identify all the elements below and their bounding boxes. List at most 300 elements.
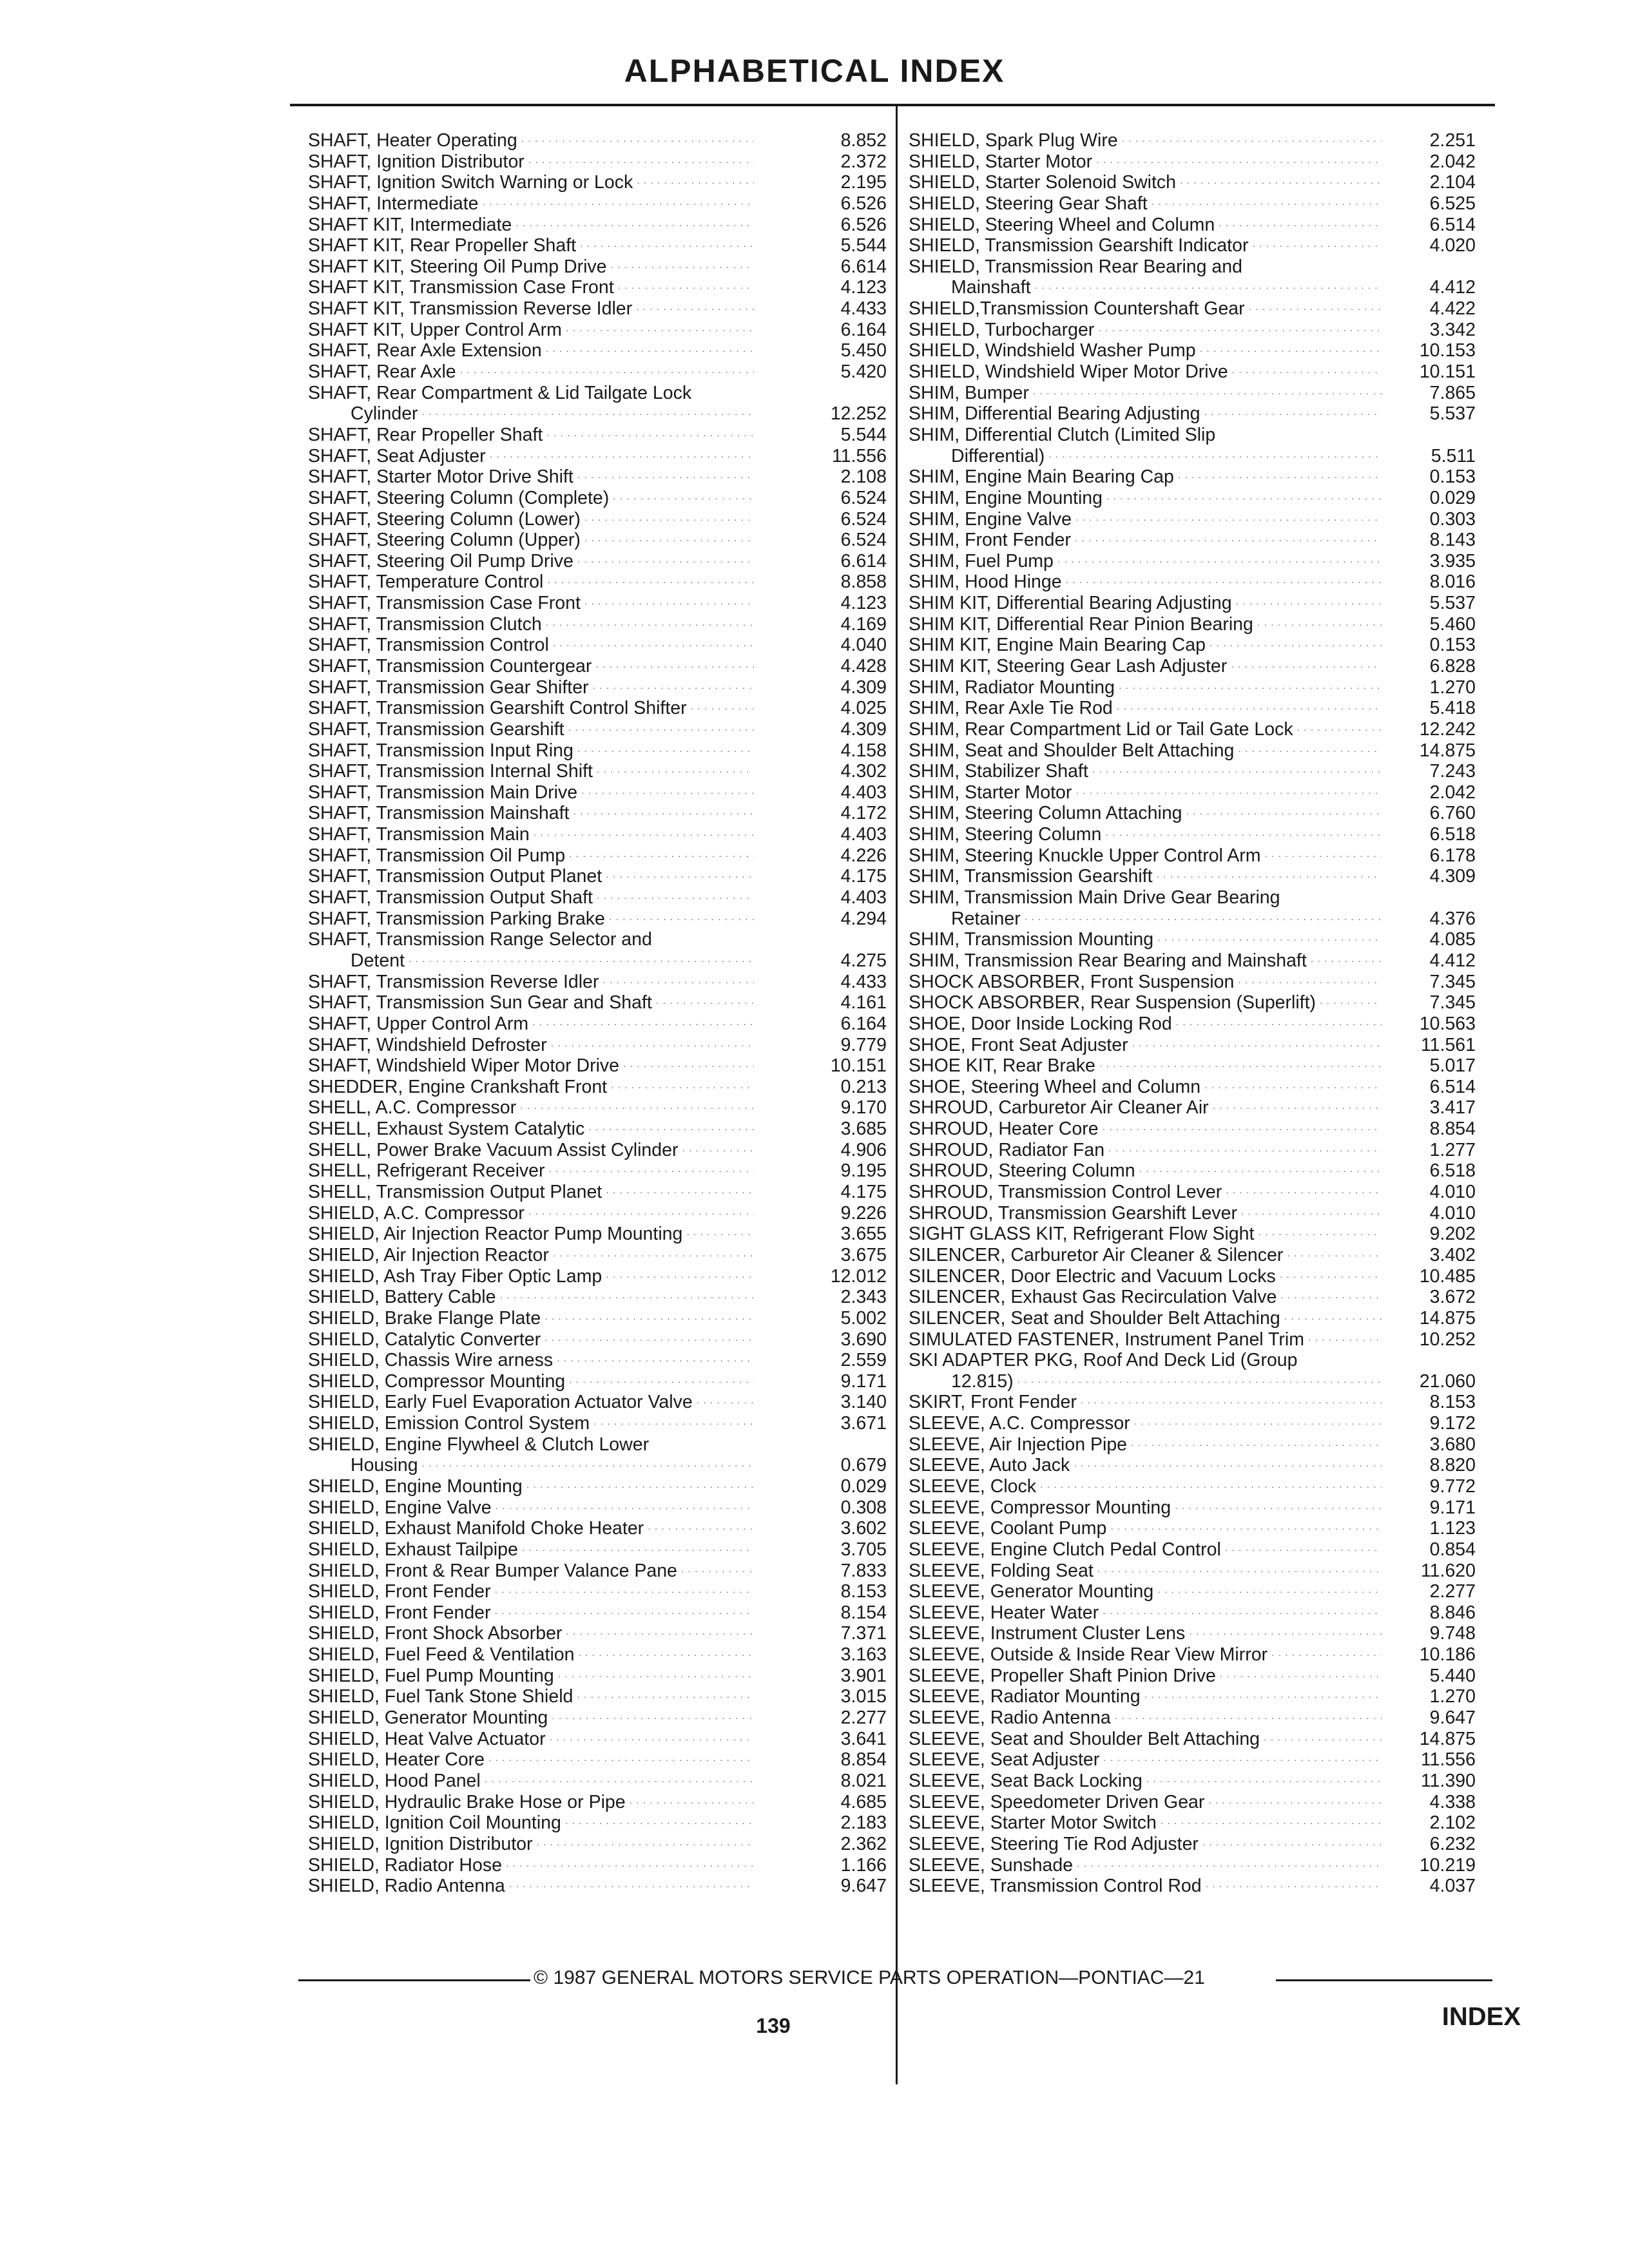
index-entry-reference: 4.309 bbox=[1429, 866, 1476, 887]
leader-dots bbox=[1200, 338, 1382, 361]
leader-dots bbox=[1092, 758, 1382, 782]
index-entry bbox=[308, 1876, 888, 1897]
index-entry-reference: 10.151 bbox=[1419, 361, 1476, 383]
leader-dots bbox=[546, 422, 754, 446]
index-entry-name: SHROUD, Radiator Fan bbox=[909, 1139, 1105, 1160]
leader-dots bbox=[1249, 296, 1382, 320]
index-entry-name: SHIELD, Fuel Feed & Ventilation bbox=[308, 1644, 575, 1666]
index-entry-name: SHIELD, Heater Core bbox=[308, 1749, 485, 1771]
leader-dots bbox=[1099, 1053, 1382, 1077]
index-entry-reference: 5.440 bbox=[1429, 1665, 1476, 1686]
leader-dots bbox=[1210, 632, 1382, 656]
index-entry-name: SLEEVE, A.C. Compressor bbox=[909, 1413, 1130, 1434]
index-entry bbox=[308, 1035, 888, 1056]
leader-dots bbox=[593, 675, 754, 698]
leader-dots bbox=[566, 1620, 754, 1644]
index-entry-name: SHAFT, Transmission Gearshift Control Shifter bbox=[308, 698, 687, 719]
index-entry bbox=[909, 824, 1476, 845]
index-entry-reference: 8.846 bbox=[1429, 1602, 1476, 1623]
index-entry bbox=[909, 235, 1476, 256]
index-entry-reference: 4.403 bbox=[840, 824, 887, 845]
index-entry-name: SHAFT, Transmission Gearshift bbox=[308, 718, 564, 740]
index-entry-name: SHIELD, Radiator Hose bbox=[308, 1854, 502, 1876]
leader-dots bbox=[1238, 738, 1382, 762]
leader-dots bbox=[1040, 1474, 1382, 1497]
index-entry-reference: 9.195 bbox=[840, 1160, 887, 1182]
index-entry-reference: 9.171 bbox=[840, 1370, 887, 1392]
index-entry-name: SLEEVE, Seat Back Locking bbox=[909, 1770, 1142, 1791]
leader-dots bbox=[1103, 1600, 1382, 1624]
leader-dots bbox=[1241, 1200, 1382, 1224]
leader-dots bbox=[536, 1831, 754, 1855]
index-entry-name: SHELL, Transmission Output Planet bbox=[308, 1182, 602, 1203]
index-entry bbox=[909, 340, 1476, 361]
leader-dots bbox=[547, 569, 754, 593]
index-entry-reference: 4.433 bbox=[840, 971, 887, 992]
leader-dots bbox=[422, 401, 754, 425]
index-entry-reference: 21.060 bbox=[1419, 1370, 1476, 1392]
leader-dots bbox=[606, 1179, 754, 1203]
leader-dots bbox=[1146, 1768, 1382, 1792]
index-entry-name: SIGHT GLASS KIT, Refrigerant Flow Sight bbox=[909, 1224, 1255, 1245]
index-entry bbox=[909, 635, 1476, 656]
index-entry-reference: 12.012 bbox=[830, 1265, 887, 1287]
index-entry-reference: 10.485 bbox=[1419, 1265, 1476, 1287]
index-entry-reference: 9.202 bbox=[1429, 1224, 1476, 1245]
index-entry-name: SLEEVE, Compressor Mounting bbox=[909, 1497, 1171, 1518]
index-entry-name: SHIELD, Air Injection Reactor Pump Mounting bbox=[308, 1224, 683, 1245]
leader-dots bbox=[584, 590, 754, 614]
index-entry bbox=[308, 1245, 888, 1266]
leader-dots bbox=[1257, 611, 1382, 635]
index-entry-name: SHAFT, Transmission Main Drive bbox=[308, 782, 578, 803]
index-entry-reference: 5.544 bbox=[840, 424, 887, 445]
leader-dots bbox=[1297, 716, 1382, 740]
leader-dots bbox=[1132, 1032, 1382, 1056]
index-entry-reference: 2.042 bbox=[1429, 782, 1476, 803]
leader-dots bbox=[495, 1579, 754, 1602]
index-entry-name: SHAFT KIT, Intermediate bbox=[308, 214, 512, 235]
leader-dots bbox=[552, 1705, 754, 1729]
leader-dots bbox=[1180, 169, 1382, 193]
index-entry-reference: 3.671 bbox=[840, 1413, 887, 1434]
index-entry-reference: 0.153 bbox=[1429, 635, 1476, 656]
index-entry-reference: 3.163 bbox=[840, 1644, 887, 1666]
leader-dots bbox=[630, 1789, 754, 1813]
leader-dots bbox=[1225, 1537, 1382, 1561]
leader-dots bbox=[551, 1032, 754, 1056]
index-entry-reference: 1.123 bbox=[1429, 1518, 1476, 1539]
index-entry-name: SHAFT, Transmission Gear Shifter bbox=[308, 677, 589, 698]
index-entry-name: SHAFT, Steering Column (Upper) bbox=[308, 530, 581, 551]
index-entry bbox=[909, 1266, 1476, 1287]
index-entry-reference: 12.252 bbox=[830, 403, 887, 425]
index-entry bbox=[909, 1287, 1476, 1308]
index-entry bbox=[308, 887, 888, 908]
index-entry-name: Housing bbox=[351, 1455, 418, 1476]
index-entry-reference: 5.511 bbox=[1431, 445, 1476, 466]
index-entry bbox=[909, 383, 1476, 404]
index-entry bbox=[909, 1644, 1476, 1666]
leader-dots bbox=[1057, 548, 1382, 572]
index-entry-name: SHIELD, Transmission Gearshift Indicator bbox=[909, 235, 1249, 256]
leader-dots bbox=[1236, 590, 1382, 614]
leader-dots bbox=[577, 548, 754, 572]
index-entry-name: SKIRT, Front Fender bbox=[909, 1392, 1077, 1413]
index-entry-name: SILENCER, Seat and Shoulder Belt Attaching bbox=[909, 1307, 1280, 1329]
leader-dots bbox=[1231, 653, 1382, 677]
leader-dots bbox=[534, 822, 754, 845]
index-entry-reference: 4.158 bbox=[840, 740, 887, 761]
index-entry bbox=[909, 1245, 1476, 1266]
index-entry bbox=[909, 593, 1476, 614]
index-entry-name: SHIELD, Windshield Wiper Motor Drive bbox=[909, 361, 1228, 383]
index-entry-name: SHIELD, A.C. Compressor bbox=[308, 1202, 525, 1224]
leader-dots bbox=[483, 191, 754, 215]
index-entry-reference: 0.679 bbox=[840, 1455, 887, 1476]
leader-dots bbox=[1161, 1810, 1382, 1834]
index-entry bbox=[909, 1224, 1476, 1245]
index-entry bbox=[308, 677, 888, 698]
index-entry bbox=[909, 866, 1476, 887]
index-entry-name: Cylinder bbox=[351, 403, 418, 425]
index-entry-reference: 2.277 bbox=[1429, 1581, 1476, 1602]
leader-dots bbox=[1117, 695, 1382, 719]
index-entry-name: SHAFT, Rear Propeller Shaft bbox=[308, 424, 543, 445]
leader-dots bbox=[1144, 1684, 1382, 1707]
index-entry-name: SHELL, Exhaust System Catalytic bbox=[308, 1119, 585, 1140]
leader-dots bbox=[1103, 1116, 1382, 1140]
leader-dots bbox=[1280, 1284, 1382, 1308]
index-entry-name: SHIM, Front Fender bbox=[909, 530, 1071, 551]
index-entry-reference: 3.672 bbox=[1429, 1287, 1476, 1308]
index-entry-reference: 4.226 bbox=[840, 845, 887, 866]
index-entry-name: SHOE KIT, Rear Brake bbox=[909, 1055, 1095, 1077]
index-entry-reference: 2.183 bbox=[840, 1812, 887, 1834]
leader-dots bbox=[1066, 569, 1382, 593]
index-entry-name: SHIM KIT, Differential Bearing Adjusting bbox=[909, 593, 1232, 614]
leader-dots bbox=[1238, 969, 1382, 993]
index-entry-reference: 10.563 bbox=[1419, 1013, 1476, 1034]
index-entry-reference: 10.252 bbox=[1419, 1329, 1476, 1350]
leader-dots bbox=[1110, 1515, 1382, 1539]
index-entry-name: SHIM KIT, Steering Gear Lash Adjuster bbox=[909, 656, 1228, 677]
index-entry-reference: 5.537 bbox=[1429, 403, 1476, 425]
index-entry bbox=[909, 1518, 1476, 1539]
index-entry-reference: 9.170 bbox=[840, 1097, 887, 1119]
index-entry-name: SHIM, Radiator Mounting bbox=[909, 677, 1115, 698]
leader-dots bbox=[1025, 906, 1382, 930]
index-entry-reference: 6.518 bbox=[1429, 1160, 1476, 1182]
index-entry-name: SHIM, Hood Hinge bbox=[909, 572, 1062, 593]
leader-dots bbox=[553, 1242, 754, 1266]
leader-dots bbox=[1204, 1074, 1382, 1098]
index-entry bbox=[909, 1055, 1476, 1077]
index-entry-name: SHAFT, Rear Axle Extension bbox=[308, 340, 542, 361]
footer-copyright: © 1987 GENERAL MOTORS SERVICE PARTS OPERATION—PONTIAC—21 bbox=[534, 1967, 1205, 1988]
index-entry-reference: 8.858 bbox=[840, 572, 887, 593]
index-entry bbox=[308, 256, 888, 278]
index-entry-name: SHIELD, Radio Antenna bbox=[308, 1876, 505, 1897]
leader-dots bbox=[1035, 274, 1382, 298]
index-entry-reference: 4.433 bbox=[840, 298, 887, 320]
index-entry-name: SHIM, Bumper bbox=[909, 382, 1029, 403]
leader-dots bbox=[528, 1200, 754, 1224]
index-entry-name: SHAFT, Transmission Range Selector and bbox=[308, 929, 652, 950]
index-entry-name: SHIM, Seat and Shoulder Belt Attaching bbox=[909, 740, 1235, 761]
index-entry bbox=[308, 151, 888, 173]
index-entry-name: SHIELD, Front & Rear Bumper Valance Pane bbox=[308, 1560, 677, 1581]
index-entry-reference: 8.852 bbox=[840, 130, 887, 151]
index-entry-name: SHAFT, Transmission Control bbox=[308, 635, 549, 656]
index-entry-name: SHIELD, Catalytic Converter bbox=[308, 1329, 541, 1350]
index-entry-name: SHIELD, Generator Mounting bbox=[308, 1707, 548, 1729]
index-entry-name: SHIM KIT, Differential Rear Pinion Bearing bbox=[909, 613, 1253, 635]
index-entry-name: SHIM, Engine Valve bbox=[909, 508, 1072, 530]
index-entry-reference: 4.161 bbox=[840, 992, 887, 1014]
index-entry-reference: 11.556 bbox=[1420, 1749, 1476, 1771]
leader-dots bbox=[550, 1726, 754, 1750]
index-entry-reference: 4.309 bbox=[840, 718, 887, 740]
index-entry-reference: 2.372 bbox=[840, 151, 887, 172]
index-entry bbox=[909, 1203, 1476, 1224]
leader-dots bbox=[1157, 1579, 1382, 1602]
index-entry-reference: 2.108 bbox=[840, 466, 887, 488]
leader-dots bbox=[584, 527, 754, 551]
leader-dots bbox=[422, 1452, 754, 1476]
index-entry-reference: 2.343 bbox=[840, 1287, 887, 1308]
leader-dots bbox=[1202, 1831, 1382, 1855]
index-entry-name: SLEEVE, Instrument Cluster Lens bbox=[909, 1623, 1186, 1644]
index-entry-reference: 10.219 bbox=[1419, 1854, 1476, 1876]
index-entry-name: 12.815) bbox=[951, 1370, 1014, 1392]
index-entry-name: SLEEVE, Radio Antenna bbox=[909, 1707, 1111, 1729]
index-entry-reference: 2.102 bbox=[1429, 1812, 1476, 1834]
index-entry-name: SHIELD, Starter Solenoid Switch bbox=[909, 172, 1177, 193]
index-entry-reference: 5.420 bbox=[840, 361, 887, 383]
index-entry-reference: 4.085 bbox=[1429, 929, 1476, 950]
index-entry-reference: 4.169 bbox=[840, 613, 887, 635]
leader-dots bbox=[1097, 1558, 1382, 1582]
leader-dots bbox=[1122, 128, 1382, 151]
index-entry-name: SHROUD, Steering Column bbox=[909, 1160, 1135, 1182]
leader-dots bbox=[611, 1074, 754, 1098]
leader-dots bbox=[623, 1053, 754, 1077]
leader-dots bbox=[546, 338, 754, 361]
leader-dots bbox=[1186, 800, 1382, 824]
index-entry-name: SHIELD, Windshield Washer Pump bbox=[909, 340, 1196, 361]
index-entry-name: SHIELD, Ash Tray Fiber Optic Lamp bbox=[308, 1265, 602, 1287]
leader-dots bbox=[1115, 1705, 1382, 1729]
index-entry-reference: 7.865 bbox=[1429, 382, 1476, 403]
index-entry-name: SHAFT, Ignition Distributor bbox=[308, 151, 525, 172]
index-entry-reference: 6.164 bbox=[840, 319, 887, 340]
leader-dots bbox=[593, 1410, 754, 1434]
index-entry-name: SHAFT, Transmission Oil Pump bbox=[308, 845, 566, 866]
leader-dots bbox=[691, 695, 754, 719]
index-entry-name: SHIELD, Fuel Pump Mounting bbox=[308, 1665, 554, 1686]
index-entry-reference: 1.270 bbox=[1429, 677, 1476, 698]
leader-dots bbox=[1033, 380, 1382, 404]
leader-dots bbox=[1098, 317, 1382, 341]
index-entry-reference: 3.685 bbox=[840, 1119, 887, 1140]
leader-dots bbox=[1271, 1642, 1382, 1666]
leader-dots bbox=[1208, 1789, 1382, 1813]
index-entry-name: Retainer bbox=[951, 908, 1021, 929]
index-entry-name: SHIM, Transmission Mounting bbox=[909, 929, 1154, 950]
footer-rule-left bbox=[298, 1979, 530, 1981]
index-entry-name: SHAFT, Upper Control Arm bbox=[308, 1013, 529, 1034]
index-entry-name: SHAFT, Transmission Countergear bbox=[308, 656, 592, 677]
leader-dots bbox=[1308, 1327, 1382, 1350]
footer-rule-right bbox=[1276, 1979, 1492, 1981]
index-entry bbox=[909, 1160, 1476, 1182]
leader-dots bbox=[597, 758, 754, 782]
index-entry-reference: 8.820 bbox=[1429, 1455, 1476, 1476]
index-entry-name: SHIM, Transmission Main Drive Gear Bearing bbox=[909, 887, 1280, 908]
index-entry-name: SHIM, Steering Knuckle Upper Control Arm bbox=[909, 845, 1261, 866]
index-entry-reference: 4.338 bbox=[1429, 1791, 1476, 1812]
index-entry-name: SHIM, Differential Bearing Adjusting bbox=[909, 403, 1200, 425]
leader-dots bbox=[1226, 1179, 1382, 1203]
leader-dots bbox=[681, 1558, 754, 1582]
index-entry-reference: 4.309 bbox=[840, 677, 887, 698]
leader-dots bbox=[580, 233, 754, 256]
index-entry-reference: 0.303 bbox=[1429, 508, 1476, 530]
index-entry-reference: 3.935 bbox=[1429, 550, 1476, 572]
page-number: 139 bbox=[756, 2014, 791, 2037]
index-entry-reference: 11.556 bbox=[831, 445, 887, 466]
index-entry-reference: 9.647 bbox=[840, 1876, 887, 1897]
leader-dots bbox=[697, 1389, 754, 1413]
index-entry-reference: 4.412 bbox=[1429, 950, 1476, 971]
index-entry-reference: 9.772 bbox=[1429, 1475, 1476, 1497]
index-entry-name: SHIM, Rear Axle Tie Rod bbox=[909, 698, 1113, 719]
index-entry-reference: 7.345 bbox=[1429, 992, 1476, 1014]
index-entry-name: SLEEVE, Propeller Shaft Pinion Drive bbox=[909, 1665, 1216, 1686]
leader-dots bbox=[506, 1852, 754, 1876]
index-entry-reference: 0.308 bbox=[840, 1497, 887, 1518]
index-entry-name: SHIELD, Ignition Distributor bbox=[308, 1833, 533, 1854]
leader-dots bbox=[569, 843, 754, 867]
leader-dots bbox=[526, 1474, 754, 1497]
leader-dots bbox=[1157, 863, 1382, 887]
index-entry bbox=[909, 1707, 1476, 1729]
index-entry-name: SHIELD, Battery Cable bbox=[308, 1287, 496, 1308]
index-entry-name: SLEEVE, Starter Motor Switch bbox=[909, 1812, 1157, 1834]
index-entry-name: SHAFT, Transmission Case Front bbox=[308, 593, 581, 614]
index-entry-name: SHIM, Engine Mounting bbox=[909, 487, 1103, 508]
index-entry-name: SHIELD, Exhaust Tailpipe bbox=[308, 1539, 518, 1560]
index-entry-reference: 4.175 bbox=[840, 866, 887, 887]
index-entry-reference: 8.016 bbox=[1429, 572, 1476, 593]
index-entry-name: SHROUD, Transmission Gearshift Lever bbox=[909, 1202, 1237, 1224]
index-entry-reference: 6.514 bbox=[1429, 1076, 1476, 1097]
index-entry-name: SHAFT, Steering Column (Complete) bbox=[308, 487, 610, 508]
index-entry-reference: 3.901 bbox=[840, 1665, 887, 1686]
index-entry bbox=[909, 1329, 1476, 1350]
index-entry bbox=[308, 950, 888, 972]
index-entry-reference: 4.403 bbox=[840, 782, 887, 803]
index-entry-name: SHAFT, Heater Operating bbox=[308, 130, 517, 151]
index-entry-reference: 4.010 bbox=[1429, 1182, 1476, 1203]
leader-dots bbox=[595, 653, 754, 677]
index-entry-name: SHIM, Starter Motor bbox=[909, 782, 1072, 803]
index-entry-reference: 6.524 bbox=[840, 508, 887, 530]
index-entry-name: SHOCK ABSORBER, Front Suspension bbox=[909, 971, 1235, 992]
index-entry-name: SLEEVE, Sunshade bbox=[909, 1854, 1074, 1876]
index-entry-reference: 3.015 bbox=[840, 1686, 887, 1707]
index-entry-reference: 8.154 bbox=[840, 1602, 887, 1623]
leader-dots bbox=[496, 1495, 754, 1519]
index-entry-reference: 2.195 bbox=[840, 172, 887, 193]
index-entry bbox=[909, 320, 1476, 341]
leader-dots bbox=[568, 716, 754, 740]
index-entry-reference: 0.854 bbox=[1429, 1539, 1476, 1560]
leader-dots bbox=[1074, 1452, 1382, 1476]
index-entry-name: SHIELD, Steering Wheel and Column bbox=[909, 214, 1215, 235]
index-entry-name: SLEEVE, Heater Water bbox=[909, 1602, 1099, 1623]
index-entry-reference: 6.526 bbox=[840, 193, 887, 214]
index-entry-name: SHIELD, Steering Gear Shaft bbox=[909, 193, 1148, 214]
leader-dots bbox=[686, 1221, 754, 1245]
index-entry bbox=[308, 1539, 888, 1561]
index-entry-name: SLEEVE, Auto Jack bbox=[909, 1455, 1070, 1476]
index-entry-reference: 4.275 bbox=[840, 950, 887, 971]
leader-dots bbox=[532, 1011, 754, 1035]
index-entry-name: SHIELD, Spark Plug Wire bbox=[909, 130, 1118, 151]
index-entry-name: SHIELD, Chassis Wire arness bbox=[308, 1350, 554, 1371]
leader-dots bbox=[606, 863, 754, 887]
index-entry-name: SHIM, Differential Clutch (Limited Slip bbox=[909, 424, 1216, 445]
leader-dots bbox=[569, 1369, 754, 1392]
leader-dots bbox=[557, 1347, 754, 1371]
index-entry-reference: 6.526 bbox=[840, 214, 887, 235]
index-entry-reference: 4.025 bbox=[840, 698, 887, 719]
leader-dots bbox=[578, 1642, 754, 1666]
index-entry-name: SILENCER, Carburetor Air Cleaner & Silencer bbox=[909, 1244, 1284, 1265]
index-entry-reference: 3.602 bbox=[840, 1518, 887, 1539]
index-entry-reference: 8.854 bbox=[1429, 1119, 1476, 1140]
index-entry-name: SHAFT KIT, Upper Control Arm bbox=[308, 319, 562, 340]
index-entry-name: SLEEVE, Engine Clutch Pedal Control bbox=[909, 1539, 1221, 1560]
index-entry-name: SHIELD, Ignition Coil Mounting bbox=[308, 1812, 561, 1834]
index-entry-reference: 4.020 bbox=[1429, 235, 1476, 256]
index-entry-name: SHAFT, Steering Column (Lower) bbox=[308, 508, 581, 530]
index-entry-reference: 3.417 bbox=[1429, 1097, 1476, 1119]
index-entry-name: SLEEVE, Transmission Control Rod bbox=[909, 1876, 1202, 1897]
index-entry-name: SHOE, Steering Wheel and Column bbox=[909, 1076, 1201, 1097]
leader-dots bbox=[581, 780, 754, 803]
index-entry-reference: 6.828 bbox=[1429, 656, 1476, 677]
leader-dots bbox=[520, 1095, 754, 1119]
index-entry-reference: 2.277 bbox=[840, 1707, 887, 1729]
leader-dots bbox=[1189, 1620, 1382, 1644]
leader-dots bbox=[545, 1305, 754, 1329]
index-entry-name: SHIELD,Transmission Countershaft Gear bbox=[909, 298, 1245, 320]
index-entry-name: SHAFT, Rear Compartment & Lid Tailgate Lock bbox=[308, 382, 692, 403]
index-entry bbox=[909, 403, 1476, 425]
index-entry bbox=[909, 719, 1476, 740]
index-entry bbox=[308, 1055, 888, 1077]
section-label: INDEX bbox=[1441, 2003, 1521, 2031]
index-entry-name: SHAFT KIT, Rear Propeller Shaft bbox=[308, 235, 577, 256]
leader-dots bbox=[613, 485, 754, 509]
leader-dots bbox=[588, 1116, 754, 1140]
index-entry-name: SHAFT, Steering Oil Pump Drive bbox=[308, 550, 574, 572]
index-entry-name: SLEEVE, Clock bbox=[909, 1475, 1036, 1497]
index-entry-name: SHAFT, Windshield Defroster bbox=[308, 1034, 547, 1055]
